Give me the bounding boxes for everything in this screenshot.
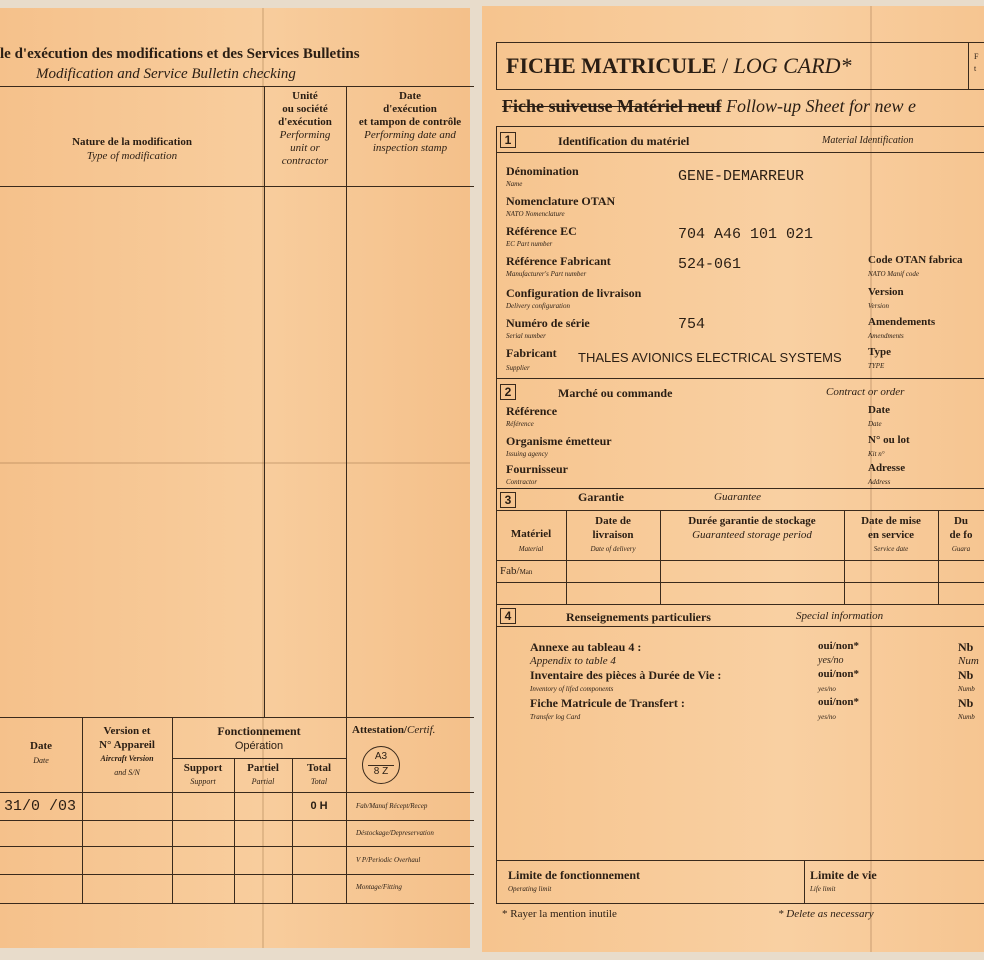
section-1-subtitle: Material Identification [822,135,914,146]
yes-no-sublabel: yes/no [818,655,844,666]
field-sublabel: Amendments [868,332,904,340]
ec-part-value: 704 A46 101 021 [678,226,814,243]
field-sublabel: NATO Nomenclature [506,210,565,218]
field-sublabel: NATO Manif code [868,270,919,278]
field-sublabel: Issuing agency [506,450,548,458]
header-corner-text: F [974,52,979,61]
field-sublabel: TYPE [868,362,885,370]
field-sublabel: Supplier [506,364,530,372]
col-date-sublabel: Date [33,756,49,765]
supplier-value: THALES AVIONICS ELECTRICAL SYSTEMS [578,350,842,365]
field-label: Référence Fabricant [506,254,611,268]
section-number: 2 [500,384,516,400]
number-sublabel: Num [958,655,979,667]
field-sublabel: Version [868,302,889,310]
header-corner-text: t [974,64,977,73]
field-sublabel: Name [506,180,523,188]
manufacturer-part-value: 524-061 [678,256,742,273]
field-label: Type [868,346,892,358]
field-label: Fournisseur [506,462,569,476]
attest-row-label: Montage/Fitting [356,883,402,891]
modification-table [0,86,474,718]
field-sublabel: Serial number [506,332,546,340]
field-sublabel: Kit n° [868,450,885,458]
field-label: Dénomination [506,164,579,178]
attest-row-label: Fab/Manuf Récept/Recep [356,802,428,810]
field-sublabel: Référence [506,420,534,428]
section-4-subtitle: Special information [796,610,884,622]
operating-limit-label: Limite de fonctionnement [508,868,640,882]
col-livraison-header: Date de livraison Date of delivery [590,515,636,553]
yes-no-choice: oui/non* [818,696,859,708]
section-3-subtitle: Guarantee [714,491,762,503]
col-service-header: Date de mise en service Service date [861,515,921,553]
field-sublabel: Date [868,420,882,428]
serial-number-value: 754 [678,316,706,333]
number-sublabel: Numb [958,685,975,693]
operating-limit-sublabel: Operating limit [508,885,552,893]
col-partiel-sublabel: Partial [251,777,275,786]
life-limit-sublabel: Life limit [810,885,836,893]
info-item-sublabel: Transfer log Card [530,713,581,721]
col-fonctionnement-label: Fonctionnement [217,724,301,738]
field-sublabel: Delivery configuration [506,302,570,310]
inspection-stamp: A3 8 Z [362,746,400,784]
col-version-header: Version et N° Appareil Aircraft Version and S/N [99,725,155,777]
field-label: Adresse [868,462,906,474]
field-label: Code OTAN fabrica [868,254,963,266]
attest-row-label: V P/Periodic Overhaul [356,856,421,864]
section-number: 4 [500,608,516,624]
col-total-sublabel: Total [310,777,328,786]
col-nature-label: Nature de la modification [72,136,192,148]
field-label: Référence [506,404,558,418]
section-number: 3 [500,492,516,508]
field-label: Fabricant [506,346,557,360]
field-sublabel: EC Part number [506,240,553,248]
yes-no-choice: oui/non* [818,668,859,680]
log-card-title: FICHE MATRICULE / LOG CARD* [506,53,852,78]
info-item-label: Annexe au tableau 4 : [530,640,642,654]
info-item-label: Fiche Matricule de Transfert : [530,696,685,710]
footnote: * Rayer la mention inutile [502,908,617,920]
field-sublabel: Contractor [506,478,538,486]
info-item-sublabel: Inventory of lifed components [530,685,614,693]
field-label: Date [868,404,890,416]
attest-row-label: Déstockage/Depreservation [356,829,434,837]
field-label: N° ou lot [868,434,910,446]
field-label: Organisme émetteur [506,434,612,448]
number-label: Nb [958,640,974,654]
section-2-title: Marché ou commande [558,386,673,400]
col-total-label: Total [306,762,332,774]
col-unit-header: Unité ou société d'exécution Performing unit or contractor [278,90,332,167]
follow-up-subtitle: Fiche suiveuse Matériel neuf Follow-up Sheet for new e [502,96,916,116]
col-materiel-label: Matériel [510,528,552,540]
col-date-label: Date [30,740,52,752]
col-partiel-label: Partiel [247,762,279,774]
field-label: Version [868,286,904,298]
left-title: le d'exécution des modifications et des Services Bulletins [0,46,360,62]
col-nature-sublabel: Type of modification [86,150,178,162]
name-value: GENE-DEMARREUR [678,168,805,185]
field-label: Amendements [868,316,936,328]
life-limit-label: Limite de vie [810,868,877,882]
row-fab-label: Fab/Man [500,565,533,577]
yes-no-sublabel: yes/no [818,685,836,693]
number-sublabel: Numb [958,713,975,721]
left-subtitle: Modification and Service Bulletin checking [36,66,296,82]
info-item-label: Inventaire des pièces à Durée de Vie : [530,668,722,682]
operation-total-value: 0 H [310,800,328,812]
col-materiel-sublabel: Material [518,545,544,553]
section-number: 1 [500,132,516,148]
info-item-sublabel: Appendix to table 4 [530,655,616,667]
field-label: Nomenclature OTAN [506,194,616,208]
col-support-label: Support [183,762,223,774]
field-label: Numéro de série [506,316,590,330]
section-1-title: Identification du matériel [558,134,690,148]
section-3-title: Garantie [578,490,624,504]
operation-date-value: 31/0 /03 [4,798,77,815]
number-label: Nb [958,696,974,710]
col-attestation-label: Attestation/Certif. [352,724,436,736]
field-label: Référence EC [506,224,577,238]
section-2-subtitle: Contract or order [826,386,905,398]
footnote-en: * Delete as necessary [778,908,874,920]
yes-no-sublabel: yes/no [818,713,836,721]
number-label: Nb [958,668,974,682]
yes-no-choice: oui/non* [818,640,859,652]
col-storage-header: Durée garantie de stockage Guaranteed storage period [688,515,816,541]
col-duration-header: Du de fo Guara [949,515,973,553]
col-date-header: Date d'exécution et tampon de contrôle Performing date and inspection stamp [358,90,462,154]
field-sublabel: Manufacturer's Part number [506,270,587,278]
section-4-title: Renseignements particuliers [566,610,711,624]
col-support-sublabel: Support [190,777,216,786]
col-fonctionnement-sublabel: Opération [234,740,284,752]
field-sublabel: Address [868,478,891,486]
field-label: Configuration de livraison [506,286,642,300]
